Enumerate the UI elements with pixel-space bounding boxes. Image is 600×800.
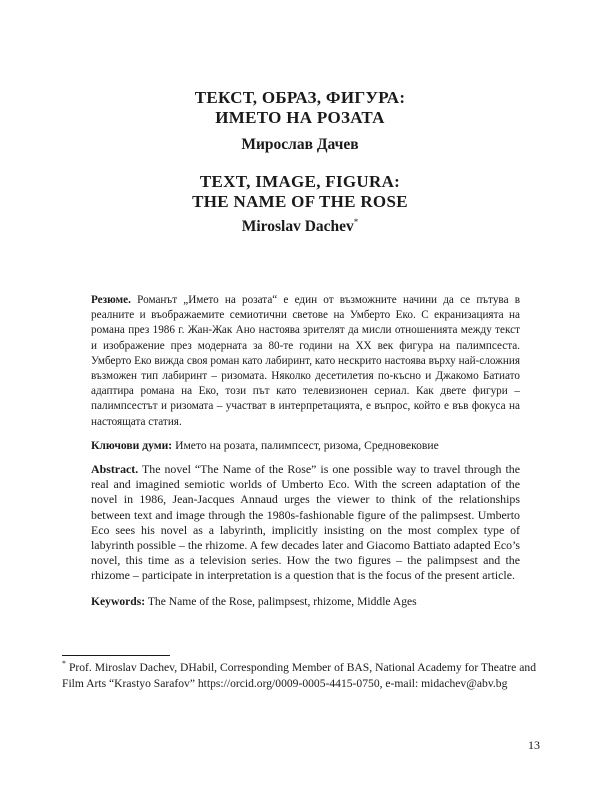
keywords-bulgarian: [91, 438, 520, 453]
abstract-english-text: The novel “The Name of the Rose” is one possible way to travel through the real and imagined semiotic worlds of Umberto Eco. With the screen adaptation of the novel in 1986, Jean-Jacques Annaud urges the viewer to think of the relationships between text and image through the 1980s-fashionable figure of the palimpsest. Umberto Eco sees his novel as a labyrinth, implicitly insisting on the most complex type of labyrinth possible – the rhizome. A few decades later and Giacomo Battiato adapted Eco’s novel, this time as a television series. How the two figures – the palimpsest and the rhizome – participate in interpretation is a question that is the focus of the present article.: [91, 462, 520, 583]
abstract-english-label: Abstract.: [91, 462, 139, 476]
footnote-mark: *: [62, 659, 66, 669]
title-bulgarian-line-2: ИМЕТО НА РОЗАТА: [215, 108, 385, 127]
author-english-name: Miroslav Dachev: [241, 218, 354, 235]
keywords-bulgarian-text: Името на розата, палимпсест, ризома, Средновековие: [175, 439, 439, 452]
title-bulgarian: [60, 88, 540, 128]
keywords-english-label: Keywords:: [91, 595, 146, 608]
title-english-line-1: TEXT, IMAGE, FIGURA:: [199, 172, 401, 191]
footnote: [62, 660, 536, 691]
abstract-bulgarian: [91, 293, 520, 430]
title-english-line-2: THE NAME OF THE ROSE: [192, 192, 408, 211]
keywords-english: [91, 594, 520, 609]
author-footnote-mark: *: [353, 216, 359, 227]
keywords-bulgarian-label: Ключови думи:: [91, 439, 173, 452]
footnote-divider: [62, 655, 170, 656]
title-english: [60, 172, 540, 212]
abstract-bulgarian-text: Романът „Името на розата“ е един от възможните начини да се пътува в реалните и въображаемите семиотични светове на Умберто Еко. С екранизацията на романа през 1986 г. Жан-Жак Ано настоява зрителят да мисли отношенията между текст и изображение през модерната за 80-те години на XX век фигура на палимпсеста. Умберто Еко вижда своя роман като лабиринт, като нескрито настоява върху най-сложния възможен тип лабиринт – ризомата. Няколко десетилетия по-късно и Джакомо Батиато адаптира романа на Еко, този път като телевизионен сериал. Как двете фигури – палимпсестът и ризомата – участват в интерпретацията, е въпрос, който е във фокуса на настоящата статия.: [91, 294, 520, 428]
abstract-english: [91, 462, 520, 584]
footnote-text: Prof. Miroslav Dachev, DHabil, Corresponding Member of BAS, National Academy for Theatre and Film Arts “Krastyo Sarafov” https://orcid.org/0009-0005-4415-0750, e-mail: midachev@abv.bg: [62, 661, 536, 690]
page-number: 13: [528, 738, 540, 752]
title-bulgarian-line-1: ТЕКСТ, ОБРАЗ, ФИГУРА:: [194, 88, 406, 107]
abstract-bulgarian-label: Резюме.: [91, 294, 131, 306]
keywords-english-text: The Name of the Rose, palimpsest, rhizome, Middle Ages: [147, 595, 417, 608]
author-english: [60, 217, 540, 237]
author-bulgarian: Мирослав Дачев: [241, 136, 359, 153]
